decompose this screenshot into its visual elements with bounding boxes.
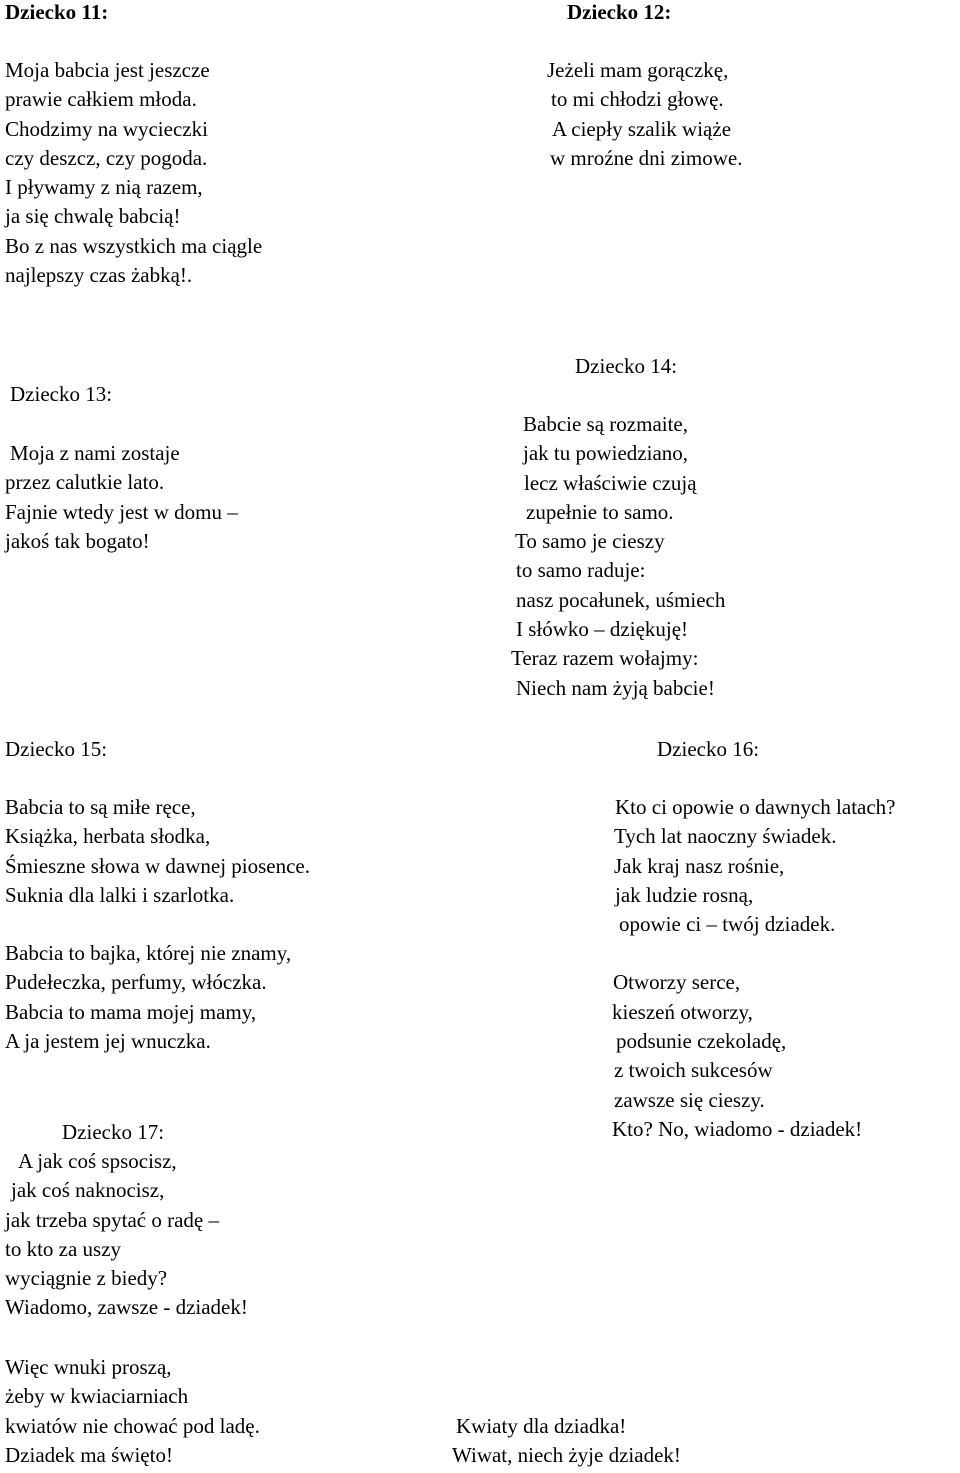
poem-line: Moja z nami zostaje (10, 441, 180, 465)
poem-dziecko-12 (567, 0, 671, 56)
poem-line: Śmieszne słowa w dawnej piosence. (5, 853, 311, 878)
heading-dziecko-12: Dziecko 12: (567, 0, 672, 24)
poem-dziecko-14-lines (511, 410, 725, 703)
poem-finale-left (5, 1353, 260, 1470)
poem-line: jak trzeba spytać o radę – (5, 1207, 219, 1232)
heading-dziecko-17: Dziecko 17: (62, 1120, 165, 1144)
poem-line: A ja jestem jej wnuczka. (5, 1029, 211, 1054)
poem-line: Więc wnuki proszą, (5, 1355, 172, 1379)
poem-line: Bo z nas wszystkich ma ciągle (5, 233, 263, 258)
poem-line: ja się chwalę babcią! (5, 204, 181, 229)
poem-line: zupełnie to samo. (526, 499, 674, 524)
poem-line: Babcia to mama mojej mamy, (5, 999, 257, 1024)
poem-line: zawsze się cieszy. (614, 1087, 765, 1112)
poem-line: z twoich sukcesów (614, 1058, 773, 1083)
poem-line: to mi chłodzi głowę. (551, 87, 724, 112)
poem-dziecko-15 (5, 735, 310, 1056)
poem-line: A ciepły szalik wiąże (552, 116, 732, 141)
poem-dziecko-13 (10, 380, 112, 438)
poem-line: Babcia to są miłe ręce, (5, 795, 196, 819)
poem-line: podsunie czekoladę, (616, 1029, 787, 1054)
heading-dziecko-14: Dziecko 14: (575, 354, 678, 378)
poem-line: wyciągnie z biedy? (5, 1266, 168, 1291)
poem-line: jak coś naknocisz, (11, 1178, 165, 1203)
poem-line: I pływamy z nią razem, (5, 175, 203, 200)
poem-line: Teraz razem wołajmy: (511, 646, 699, 671)
poem-line: lecz właściwie czują (524, 470, 697, 495)
poem-line: jak tu powiedziano, (523, 441, 689, 466)
poem-line: Dziadek ma święto! (5, 1442, 173, 1467)
poem-line: jak ludzie rosną, (615, 882, 754, 907)
poem-dziecko-12-lines (547, 56, 742, 173)
poem-line: nasz pocałunek, uśmiech (516, 587, 726, 612)
poem-line: Wiwat, niech żyje dziadek! (452, 1443, 681, 1468)
poem-line: Jak kraj nasz rośnie, (614, 853, 785, 878)
heading-dziecko-11: Dziecko 11: (5, 0, 109, 24)
poem-line: Jeżeli mam gorączkę, (547, 58, 729, 82)
poem-line: Książka, herbata słodka, (5, 824, 211, 849)
poem-line: najlepszy czas żabką!. (5, 263, 193, 288)
heading-dziecko-15: Dziecko 15: (5, 737, 108, 761)
poem-line: Babcie są rozmaite, (523, 412, 689, 436)
poem-line: przez calutkie lato. (5, 470, 165, 495)
heading-dziecko-13: Dziecko 13: (10, 382, 113, 406)
poem-finale-right (452, 1412, 681, 1471)
poem-line: to kto za uszy (5, 1236, 122, 1261)
poem-line: Pudełeczka, perfumy, włóczka. (5, 970, 267, 995)
poem-line: w mroźne dni zimowe. (550, 145, 743, 170)
poem-line: Wiadomo, zawsze - dziadek! (5, 1295, 248, 1320)
poem-line: żeby w kwiaciarniach (5, 1384, 189, 1409)
heading-dziecko-16: Dziecko 16: (657, 737, 760, 761)
poem-dziecko-16-lines (612, 793, 896, 1144)
poem-line: Otworzy serce, (613, 970, 741, 995)
poem-line: Tych lat naoczny świadek. (614, 824, 837, 849)
poem-line: prawie całkiem młoda. (5, 87, 197, 112)
poem-dziecko-13-lines (5, 439, 238, 556)
poem-line: czy deszcz, czy pogoda. (5, 145, 208, 170)
poem-dziecko-14 (575, 352, 677, 410)
poem-line: opowie ci – twój dziadek. (619, 912, 836, 937)
poem-line: I słówko – dziękuję! (516, 617, 689, 642)
poem-dziecko-17 (62, 1118, 164, 1147)
poem-line: Fajnie wtedy jest w domu – (5, 499, 238, 524)
poem-line: Kwiaty dla dziadka! (456, 1414, 627, 1438)
poem-line: Kto? No, wiadomo - dziadek! (612, 1116, 863, 1141)
poem-line: Niech nam żyją babcie! (516, 675, 715, 700)
poem-dziecko-17-lines (5, 1147, 248, 1323)
poem-dziecko-16 (657, 735, 759, 793)
poem-line: Suknia dla lalki i szarlotka. (5, 882, 235, 907)
poem-dziecko-11 (5, 0, 262, 290)
poem-line: kwiatów nie chować pod ladę. (5, 1413, 260, 1438)
poem-line: Babcia to bajka, której nie znamy, (5, 941, 292, 966)
poem-line: To samo je cieszy (515, 529, 665, 554)
poem-line: jakoś tak bogato! (5, 528, 150, 553)
poem-line: Moja babcia jest jeszcze (5, 58, 210, 82)
poem-line: kieszeń otworzy, (612, 999, 753, 1024)
poem-line: to samo raduje: (516, 558, 646, 583)
poem-line: Chodzimy na wycieczki (5, 116, 208, 141)
poem-line: A jak coś spsocisz, (18, 1149, 177, 1173)
poem-line: Kto ci opowie o dawnych latach? (615, 795, 896, 819)
